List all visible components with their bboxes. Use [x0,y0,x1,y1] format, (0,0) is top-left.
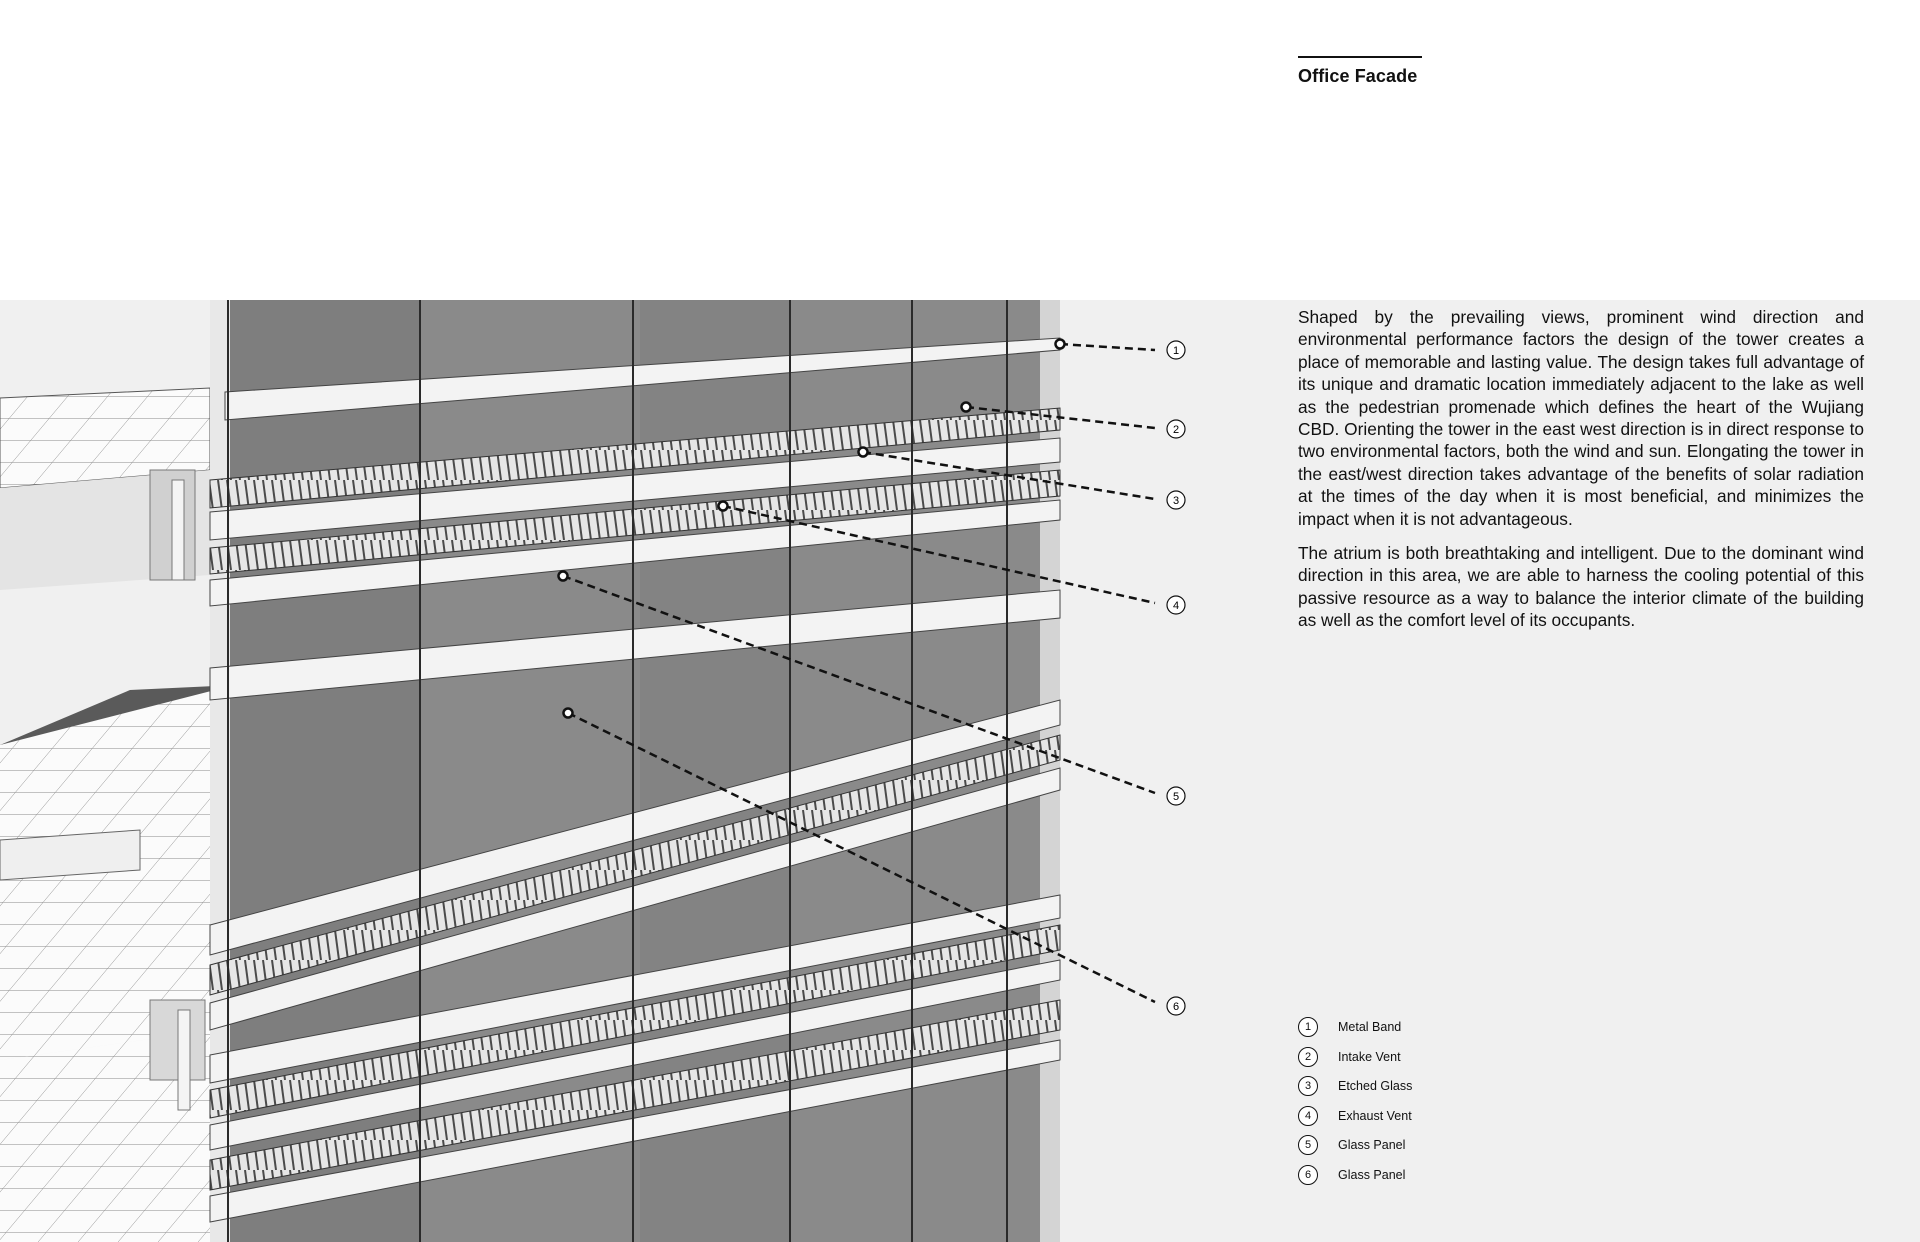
callout-1 [1167,341,1185,359]
svg-text:4: 4 [1172,600,1180,612]
callout-6 [1167,997,1185,1015]
svg-text:6: 6 [1172,1001,1180,1013]
description-text [1298,306,1864,644]
legend-number: 5 [1298,1135,1318,1155]
upper-floor-slab [0,388,210,590]
title-rule [1298,56,1422,58]
legend-label: Etched Glass [1338,1079,1413,1093]
lower-floor-slab [0,686,215,1242]
svg-text:3: 3 [1172,495,1180,507]
callout-markers [1167,341,1185,1015]
svg-text:5: 5 [1172,791,1180,803]
legend-number: 4 [1298,1106,1318,1126]
legend-number: 1 [1298,1017,1318,1037]
legend-number: 2 [1298,1047,1318,1067]
description-paragraph-2: The atrium is both breathtaking and intelligent. Due to the dominant wind direction in this area, we are able to harness the cooling potential of this passive resource as a way to balance the interior climate of the building as well as the comfort level of its occupants. [1298,543,1864,631]
legend-number: 3 [1298,1076,1318,1096]
callout-5 [1167,787,1185,805]
callout-3 [1167,491,1185,509]
legend-label: Metal Band [1338,1020,1402,1034]
callout-4 [1167,596,1185,614]
legend-number: 6 [1298,1165,1318,1185]
legend-label: Exhaust Vent [1338,1108,1412,1123]
svg-text:1: 1 [1172,345,1180,357]
page-title: Office Facade [1298,66,1418,86]
legend-label: Intake Vent [1338,1049,1401,1064]
legend-label: Glass Panel [1338,1167,1406,1182]
svg-text:2: 2 [1172,424,1180,436]
callout-2 [1167,420,1185,438]
description-paragraph-1: Shaped by the prevailing views, prominent wind direction and environmental performance factors the design of the tower creates a place of memorable and lasting value. The design takes full advantage of its unique and dramatic location immediately adjacent to the lake as well as the pedestrian promenade which defines the heart of the Wujiang CBD. Orienting the tower in the east west direction is in direct response to two environmental factors, both the wind and sun. Elongating the tower in the east/west direction takes advantage of the benefits of solar radiation at the times of the day when it is most beneficial, and minimizes the impact when it is not advantageous. [1298,307,1864,529]
legend-label: Glass Panel [1338,1138,1406,1152]
